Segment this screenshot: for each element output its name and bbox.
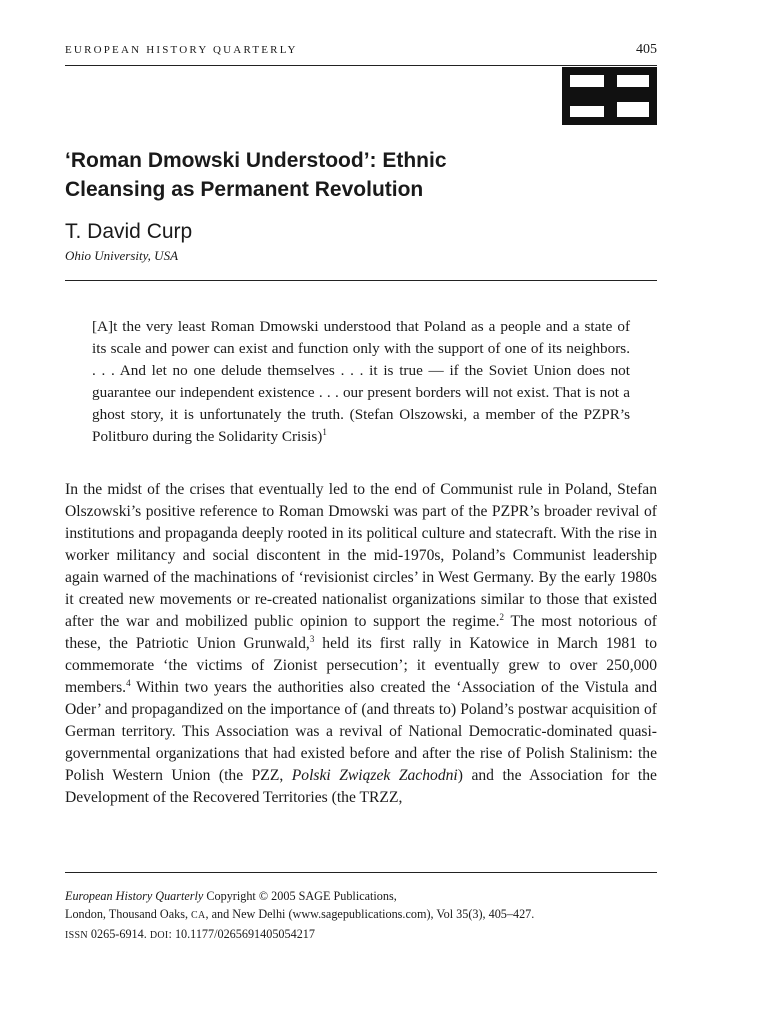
doi-value: : 10.1177/0265691405054217 xyxy=(168,927,315,941)
author-affiliation: Ohio University, USA xyxy=(65,248,179,263)
body-paragraph xyxy=(65,479,657,809)
body-segment-1: In the midst of the crises that eventually led to the end of Communist rule in Poland, Stefan Olszowski’s positive reference to Roman Dmowski was part of the PZPR’s broader revival of institutions and propaganda deeply rooted in its political culture and statecraft. With the rise in worker militancy and social discontent in the mid-1970s, Poland’s Communist leadership again warned of the machinations of ‘revisionist circles’ in West Germany. By the early 1980s it created new movements or re-created nationalist organizations similar to those that existed after the war and mobilized public opinion to support the regime. xyxy=(65,481,657,630)
issn-label: ISSN xyxy=(65,930,88,941)
epigraph-text: [A]t the very least Roman Dmowski understood that Poland as a people and a state of its scale and power can exist and function only with the support of one of its neighbors. . . . And let no one delude themselves . . . it is true — if the Soviet Union does not guarantee our independent existence . . . our present borders will not exist. That is not a ghost story, it is unfortunately the truth. (Stefan Olszowski, a member of the PZPR’s Politburo during the Solidarity Crisis) xyxy=(92,318,630,445)
journal-name: EUROPEAN HISTORY QUARTERLY xyxy=(65,44,298,56)
footer-location: London, Thousand Oaks, xyxy=(65,907,192,921)
doi-label: DOI xyxy=(149,930,169,941)
title-line-1: ‘Roman Dmowski Understood’: Ethnic xyxy=(65,149,447,172)
author-name: T. David Curp xyxy=(65,220,193,243)
header-rule xyxy=(65,65,657,66)
body-segment-5: ) and the Association for the Development of the Recovered Territories (the TRZZ, xyxy=(65,767,657,806)
footnote-ref-2: 2 xyxy=(499,612,505,622)
body-segment-2: The most notorious of these, the Patriotic Union Grunwald, xyxy=(65,613,657,652)
footnote-ref-1: 1 xyxy=(322,427,327,437)
footnote-ref-3: 3 xyxy=(309,634,315,644)
running-head xyxy=(65,42,657,62)
body-segment-4: Within two years the authorities also created the ‘Association of the Vistula and Oder’ and propagandized on the importance of (and threats to) Poland’s postwar acquisition of German territory. This Association was a revival of National Democratic-dominated quasi-governmental organizations that had existed before and after the rise of Polish Stalinism: the Polish Western Union (the PZZ, xyxy=(65,679,657,784)
body-segment-3: held its first rally in Katowice in March 1981 to commemorate ‘the victims of Zionist persecution’; it eventually grew to over 250,000 members. xyxy=(65,635,657,696)
title-line-2: Cleansing as Permanent Revolution xyxy=(65,178,424,201)
footer-volume: , and New Delhi (www.sagepublications.com), Vol 35(3), 405–427. xyxy=(205,907,535,921)
issn-value: 0265-6914. xyxy=(87,927,150,941)
footer-line-3 xyxy=(65,925,657,945)
article-title xyxy=(65,146,625,204)
footer-journal-name: European History Quarterly xyxy=(65,889,204,903)
journal-logo-icon xyxy=(562,67,657,125)
publication-footer xyxy=(65,887,657,945)
footnote-ref-4: 4 xyxy=(126,678,131,688)
footer-rule xyxy=(65,872,657,873)
page-number: 405 xyxy=(636,42,657,57)
title-rule xyxy=(65,280,657,281)
footer-line-2 xyxy=(65,905,657,925)
footer-copyright: Copyright © 2005 SAGE Publications, xyxy=(203,889,397,903)
footer-line-1 xyxy=(65,887,657,905)
polish-name-italic: Polski Związek Zachodni xyxy=(291,767,458,784)
epigraph xyxy=(92,316,630,448)
footer-ca: CA xyxy=(191,910,206,921)
